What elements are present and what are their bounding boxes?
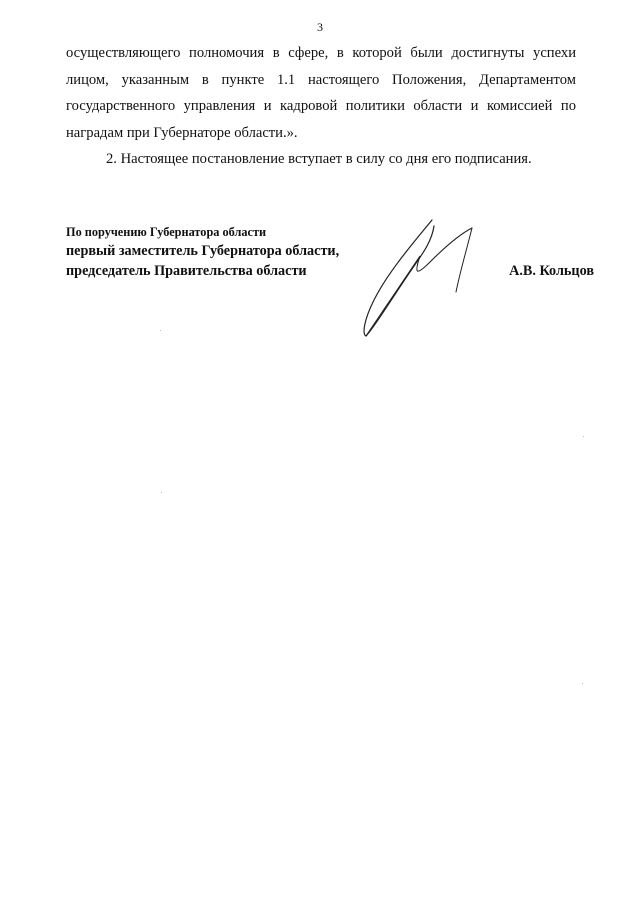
scan-speck (160, 330, 161, 331)
handwritten-signature (352, 216, 484, 340)
document-body (66, 40, 576, 173)
page-number: 3 (317, 20, 323, 34)
signature-line-authority: По поручению Губернатора области (66, 225, 267, 239)
signature-line-title: председатель Правительства области (66, 263, 307, 279)
signatory-name: А.В. Кольцов (509, 263, 594, 279)
paragraph-continuation: осуществляющего полномочия в сфере, в которой были достигнуты успехи лицом, указанным в пункте 1.1 настоящего Положения, Департаментом государственного управления и кадровой политики области и комиссией по наградам при Губернаторе области.». (66, 45, 576, 141)
signature-line-position: первый заместитель Губернатора области, (66, 243, 340, 259)
signature-block (66, 223, 339, 281)
scan-speck (583, 436, 584, 437)
paragraph-effective-date: 2. Настоящее постановление вступает в силу со дня его подписания. (106, 151, 532, 167)
scan-speck (582, 683, 583, 684)
scan-speck (161, 492, 162, 493)
